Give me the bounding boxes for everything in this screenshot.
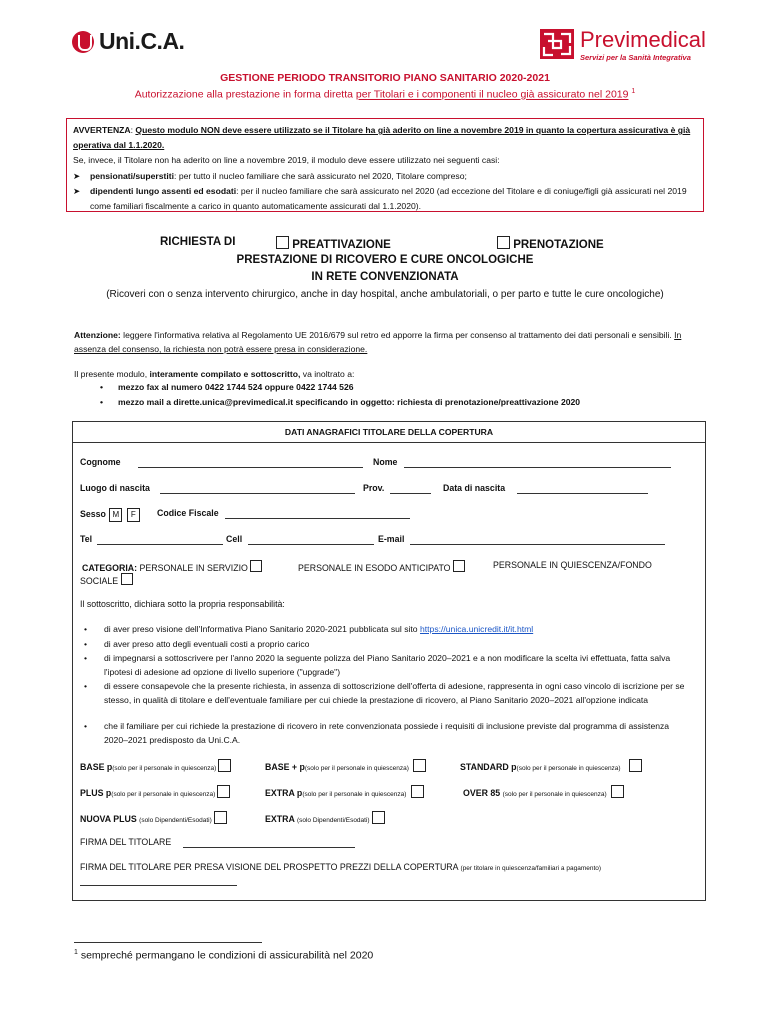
luogo-field[interactable] [160,484,355,494]
prenotazione-option[interactable] [497,236,604,251]
declaration-text: di aver preso visione dell'Informativa Piano Sanitario 2020-2021 pubblicata sul sito [104,624,420,634]
plan-extra-note: (solo per il personale in quiescenza) [302,791,407,798]
categoria-label: CATEGORIA: [82,563,138,573]
footnote-number: 1 [74,949,78,956]
footnote [74,949,373,962]
submit-intro-c: va inoltrato a: [300,369,355,379]
sesso-m-checkbox[interactable]: M [109,508,122,522]
request-heading-2: IN RETE CONVENZIONATA [311,271,459,283]
categoria-quiescenza-checkbox[interactable] [121,573,133,585]
plan-standard-label: STANDARD p [460,762,517,772]
plan-baseplus-label: BASE + p [265,762,305,772]
sesso-f-checkbox[interactable]: F [127,508,140,522]
fax-instruction: • mezzo fax al numero 0422 1744 524 oppure 0422 1744 526 [118,382,354,392]
plan-extra-dipendenti-label: EXTRA [265,814,295,824]
firma-titolare-field[interactable] [183,838,355,848]
plan-over85-label: OVER 85 [463,788,501,798]
plan-extra-label: EXTRA p [265,788,303,798]
plan-baseplus-note: (solo per il personale in quiescenza) [304,765,409,772]
footnote-ref: 1 [631,88,636,95]
document-subtitle [0,88,770,101]
warning-box [66,118,704,212]
email-label: E-mail [378,534,405,544]
submit-intro-a: Il presente modulo, [74,369,150,379]
plan-nuova-plus-label: NUOVA PLUS [80,814,137,824]
plan-plus-checkbox[interactable] [217,785,230,798]
firma-prezzi-label: FIRMA DEL TITOLARE PER PRESA VISIONE DEL PROSPETTO PREZZI DELLA COPERTURA [80,862,459,872]
data-nascita-field[interactable] [517,484,648,494]
notice-underlined: In assenza del consenso, la richiesta non potrà essere presa in considerazione. [74,330,682,354]
unica-logo-text: Uni.C.A. [99,28,185,54]
footnote-text: sempreché permangano le condizioni di assicurabilità nel 2020 [77,949,374,962]
plan-baseplus[interactable] [265,759,426,772]
unica-logo [72,28,184,55]
submit-intro [74,367,704,381]
warning-item-1-text: : per tutto il nucleo familiare che sarà assicurato nel 2020, Titolare compreso; [174,170,467,181]
nome-label: Nome [373,457,398,467]
plan-over85[interactable] [463,785,624,798]
plan-base-note: (solo per il personale in quiescenza) [112,765,217,772]
warning-item-1-bold: pensionati/superstiti [90,170,175,181]
warning-text-cases: Se, invece, il Titolare non ha aderito on line a novembre 2019, il modulo deve essere utilizzato nei seguenti casi: [73,155,500,166]
cognome-label: Cognome [80,457,121,467]
plan-extra-dipendenti-note: (solo Dipendenti/Esodati) [296,817,370,824]
firma-prezzi-note: (per titolare in quiescenza/familiari a pagamento) [460,865,602,872]
previmedical-logo-text: Previmedical [580,27,706,52]
registration-box-title: DATI ANAGRAFICI TITOLARE DELLA COPERTURA [73,422,705,443]
preattivazione-label: PREATTIVAZIONE [292,239,391,251]
prov-field[interactable] [390,484,431,494]
previmedical-logo [540,29,706,62]
plan-extra[interactable] [265,785,424,798]
unica-logo-icon [72,31,94,53]
categoria-servizio-label: PERSONALE IN SERVIZIO [137,563,248,573]
document-title: GESTIONE PERIODO TRANSITORIO PIANO SANITARIO 2020-2021 [220,72,550,84]
plan-nuova-plus-note: (solo Dipendenti/Esodati) [139,817,212,824]
plan-over85-checkbox[interactable] [611,785,624,798]
plan-plus-note: (solo per il personale in quiescenza) [111,791,216,798]
plan-baseplus-checkbox[interactable] [413,759,426,772]
categoria-esodo-label: PERSONALE IN ESODO ANTICIPATO [298,563,451,573]
declaration-intro: Il sottoscritto, dichiara sotto la propria responsabilità: [80,599,285,609]
plan-standard[interactable] [460,759,642,772]
warning-item-2 [73,184,697,214]
plan-base[interactable] [80,759,231,772]
warning-item-2-text: : per il nucleo familiare che sarà assicurato nel 2020 (ad eccezione del Titolare e di coniuge/figli già assicurati nel 2019 come familiari fiscalmente a carico in quanto automaticamente assicurati dal 1.1.2020). [90,185,687,212]
data-nascita-label: Data di nascita [443,483,506,493]
plan-base-checkbox[interactable] [218,759,231,772]
declaration-item: • di impegnarsi a sottoscrivere per l'anno 2020 la seguente polizza del Piano Sanitario 2020–2021 e a non modificare la scelta ivi effettuata, fatta salva l'ipotesi di adesione ad opzione di livello superiore ("upgrade") [104,652,694,680]
codice-fiscale-field[interactable] [225,509,410,519]
footnote-divider [74,942,262,943]
arrow-bullet-icon: ➤ [73,170,81,181]
firma-prezzi-field[interactable] [80,876,237,886]
plan-nuova-plus-checkbox[interactable] [214,811,227,824]
luogo-label: Luogo di nascita [80,483,150,493]
firma-titolare-label: FIRMA DEL TITOLARE [80,837,172,847]
plan-standard-note: (solo per il personale in quiescenza) [516,765,621,772]
request-label: RICHIESTA DI [160,236,236,248]
preattivazione-checkbox[interactable] [276,236,289,249]
tel-label: Tel [80,534,93,544]
warning-lead: AVVERTENZA [73,125,131,135]
prov-label: Prov. [363,483,385,493]
plan-extra-dipendenti-checkbox[interactable] [372,811,385,824]
warning-item-1 [73,169,697,184]
plan-extra-checkbox[interactable] [411,785,424,798]
tel-field[interactable] [97,535,223,545]
email-field[interactable] [410,535,665,545]
preattivazione-option[interactable] [276,236,391,251]
nome-field[interactable] [404,458,671,468]
notice-text: leggere l'informativa relativa al Regolamento UE 2016/679 sul retro ed apporre la firma per consenso al trattamento dei dati personali e sensibili. [120,330,675,340]
categoria-servizio-checkbox[interactable] [250,560,262,572]
warning-text-main: Questo modulo NON deve essere utilizzato se il Titolare ha già aderito on line a novembre 2019 in quanto la copertura assicurativa è già operativa dal 1.1.2020. [73,125,691,151]
categoria-sociale-label: SOCIALE [80,576,119,586]
plan-standard-checkbox[interactable] [629,759,642,772]
plan-nuova-plus[interactable] [80,811,227,824]
cognome-field[interactable] [138,458,363,468]
arrow-bullet-icon: ➤ [73,185,81,196]
plan-over85-note: (solo per il personale in quiescenza) [502,791,607,798]
notice-lead: Attenzione: [74,330,121,340]
subtitle-part-a: Autorizzazione alla prestazione in forma diretta [134,88,356,101]
request-heading-1: PRESTAZIONE DI RICOVERO E CURE ONCOLOGICHE [236,254,534,266]
declaration-item: • che il familiare per cui richiede la prestazione di ricovero in rete convenzionata possiede i requisiti di inclusione previste dal programma di assistenza 2020–2021 predisposto da Uni.C.A. [104,720,694,748]
declaration-item [104,623,694,637]
privacy-notice [74,328,704,356]
submit-intro-b: interamente compilato e sottoscritto, [149,369,301,379]
prenotazione-checkbox[interactable] [497,236,510,249]
previmedical-tagline: Servizi per la Sanità Integrativa [580,53,691,62]
request-description: (Ricoveri con o senza intervento chirurgico, anche in day hospital, anche ambulatoriali, o per parto e tutte le cure oncologiche) [106,289,664,300]
subtitle-part-b: per Titolari e i componenti il nucleo già assicurato nel 2019 [355,88,629,101]
declaration-item: • di aver preso atto degli eventuali costi a proprio carico [104,638,694,652]
codice-fiscale-label: Codice Fiscale [157,508,219,518]
warning-item-2-bold: dipendenti lungo assenti ed esodati [90,185,237,196]
plan-base-label: BASE p [80,762,113,772]
prenotazione-label: PRENOTAZIONE [513,239,604,251]
cell-label: Cell [226,534,243,544]
warning-sep: : [130,125,136,135]
plan-plus-label: PLUS p [80,788,112,798]
cell-field[interactable] [248,535,374,545]
declaration-item: • di essere consapevole che la presente richiesta, in assenza di sottoscrizione dell'offerta di adesione, rappresenta in ogni caso vincolo di iscrizione per se stesso, in qualità di titolare e dell'eventuale familiare per cui chiede la prestazione di ricovero, al Piano Sanitario 2020–2021 all'opzione indicata [104,680,694,708]
sesso-label: Sesso [80,509,106,519]
categoria-quiescenza-label: PERSONALE IN QUIESCENZA/FONDO [493,560,652,570]
plan-plus[interactable] [80,785,230,798]
mail-instruction: • mezzo mail a dirette.unica@previmedical.it specificando in oggetto: richiesta di prenotazione/preattivazione 2020 [118,397,580,407]
informativa-link[interactable]: https://unica.unicredit.it/it.html [419,624,534,634]
categoria-esodo-checkbox[interactable] [453,560,465,572]
previmedical-logo-icon [540,29,574,59]
plan-extra-dipendenti[interactable] [265,811,385,824]
